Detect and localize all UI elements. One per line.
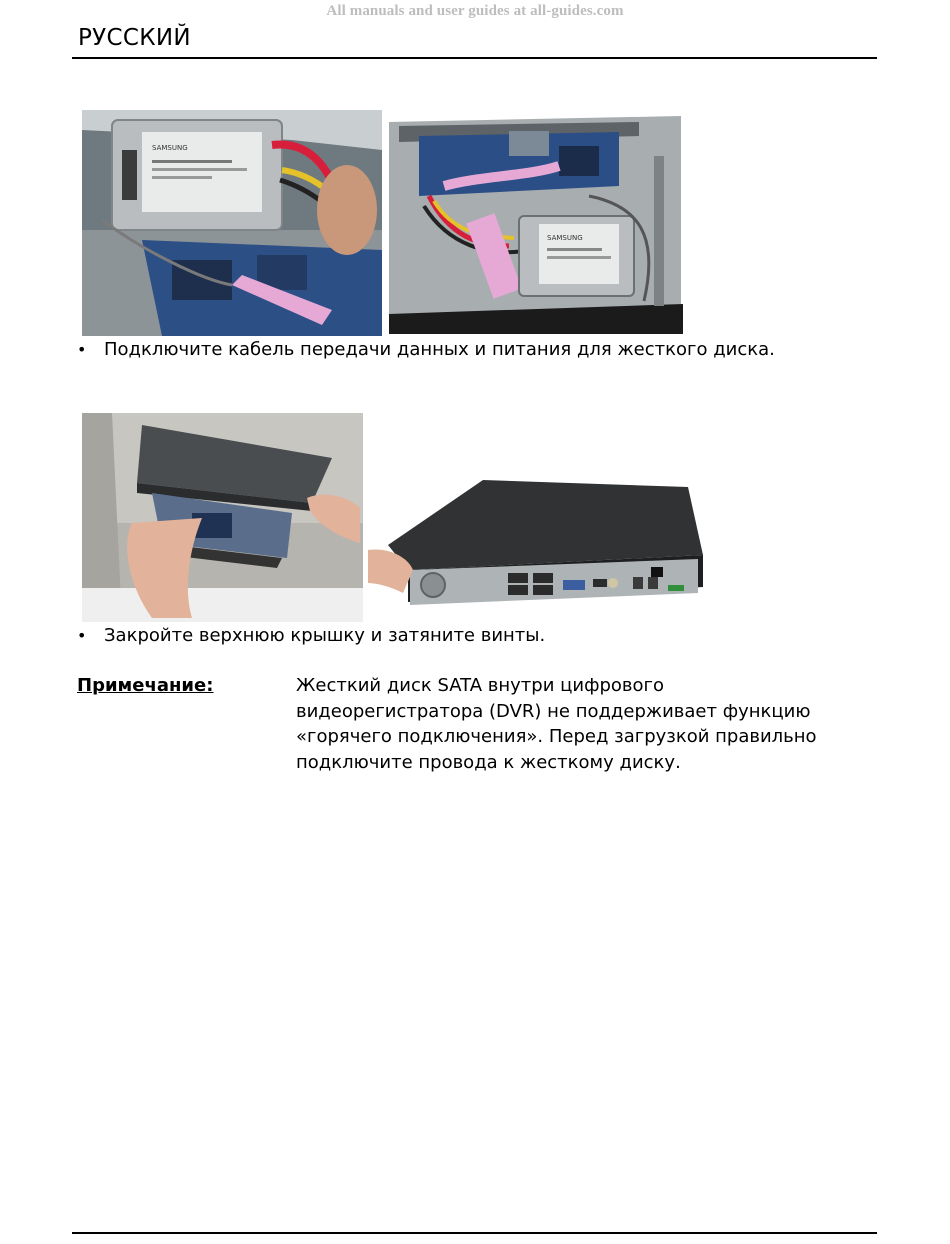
note-text — [296, 673, 856, 775]
instruction-text: Закройте верхнюю крышку и затяните винты. — [104, 625, 546, 646]
note-line: видеорегистратора (DVR) не поддерживает функцию — [296, 700, 811, 722]
hdd-label-2: SAMSUNG — [547, 234, 583, 242]
instruction-text: Подключите кабель передачи данных и питания для жесткого диска. — [104, 339, 775, 360]
note-line: Жесткий диск SATA внутри цифрового — [296, 675, 665, 696]
instruction-connect-cables — [77, 339, 775, 360]
note-label: Примечание: — [77, 675, 214, 696]
instruction-close-cover — [77, 625, 545, 646]
bullet-dot-icon: • — [77, 340, 87, 359]
photo-closing-top-cover — [82, 413, 363, 622]
photo-hdd-cable-connection — [82, 110, 382, 336]
header-rule — [72, 57, 877, 59]
page-heading: РУССКИЙ — [78, 25, 191, 51]
footer-rule — [72, 1232, 877, 1234]
note-line: подключите провода к жесткому диску. — [296, 751, 681, 773]
photo-closed-dvr-rear — [368, 475, 708, 622]
bullet-dot-icon: • — [77, 626, 87, 645]
hdd-label-1: SAMSUNG — [152, 144, 188, 152]
note-line: «горячего подключения». Перед загрузкой правильно — [296, 726, 817, 747]
watermark: All manuals and user guides at all-guides.com — [326, 3, 624, 19]
photo-dvr-open-chassis — [389, 116, 683, 334]
